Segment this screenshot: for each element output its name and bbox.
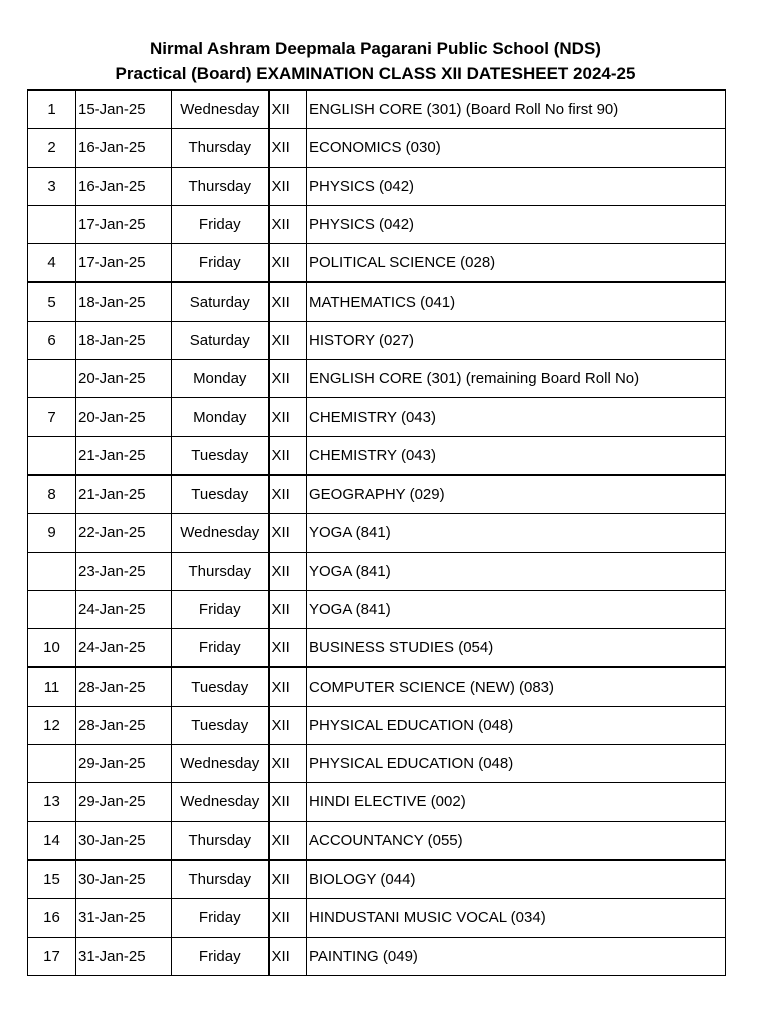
- table-row: [28, 783, 726, 821]
- class-cell: XII: [269, 821, 307, 860]
- class-cell: XII: [269, 514, 307, 552]
- table-row: [28, 514, 726, 552]
- subject-cell: BIOLOGY (044): [307, 860, 726, 899]
- serial-number-cell: 1: [28, 90, 76, 129]
- serial-number-cell: 6: [28, 321, 76, 359]
- day-cell: Friday: [172, 937, 269, 975]
- document-header: [0, 36, 751, 86]
- subject-cell: HINDI ELECTIVE (002): [307, 783, 726, 821]
- date-cell: 15-Jan-25: [76, 90, 172, 129]
- subject-cell: GEOGRAPHY (029): [307, 475, 726, 514]
- serial-number-cell: 13: [28, 783, 76, 821]
- class-cell: XII: [269, 398, 307, 436]
- subject-cell: BUSINESS STUDIES (054): [307, 629, 726, 668]
- subject-cell: ECONOMICS (030): [307, 129, 726, 167]
- date-cell: 22-Jan-25: [76, 514, 172, 552]
- day-cell: Wednesday: [172, 783, 269, 821]
- day-cell: Friday: [172, 629, 269, 668]
- day-cell: Tuesday: [172, 667, 269, 706]
- table-row: [28, 899, 726, 937]
- day-cell: Monday: [172, 360, 269, 398]
- class-cell: XII: [269, 129, 307, 167]
- class-cell: XII: [269, 167, 307, 205]
- subject-cell: CHEMISTRY (043): [307, 436, 726, 475]
- class-cell: XII: [269, 783, 307, 821]
- table-row: [28, 937, 726, 975]
- subject-cell: HINDUSTANI MUSIC VOCAL (034): [307, 899, 726, 937]
- subject-cell: YOGA (841): [307, 552, 726, 590]
- class-cell: XII: [269, 899, 307, 937]
- class-cell: XII: [269, 860, 307, 899]
- date-cell: 24-Jan-25: [76, 590, 172, 628]
- datesheet-table: [27, 89, 726, 976]
- date-cell: 28-Jan-25: [76, 667, 172, 706]
- serial-number-cell: [28, 360, 76, 398]
- serial-number-cell: 10: [28, 629, 76, 668]
- serial-number-cell: 16: [28, 899, 76, 937]
- date-cell: 16-Jan-25: [76, 129, 172, 167]
- subject-cell: CHEMISTRY (043): [307, 398, 726, 436]
- date-cell: 21-Jan-25: [76, 436, 172, 475]
- serial-number-cell: [28, 205, 76, 243]
- day-cell: Friday: [172, 244, 269, 283]
- serial-number-cell: 4: [28, 244, 76, 283]
- date-cell: 17-Jan-25: [76, 244, 172, 283]
- subject-cell: MATHEMATICS (041): [307, 282, 726, 321]
- date-cell: 21-Jan-25: [76, 475, 172, 514]
- class-cell: XII: [269, 937, 307, 975]
- date-cell: 18-Jan-25: [76, 321, 172, 359]
- day-cell: Friday: [172, 205, 269, 243]
- serial-number-cell: 14: [28, 821, 76, 860]
- date-cell: 24-Jan-25: [76, 629, 172, 668]
- table-row: [28, 590, 726, 628]
- day-cell: Saturday: [172, 282, 269, 321]
- table-row: [28, 360, 726, 398]
- table-row: [28, 398, 726, 436]
- date-cell: 18-Jan-25: [76, 282, 172, 321]
- day-cell: Wednesday: [172, 514, 269, 552]
- subject-cell: PHYSICS (042): [307, 205, 726, 243]
- date-cell: 29-Jan-25: [76, 745, 172, 783]
- serial-number-cell: 17: [28, 937, 76, 975]
- serial-number-cell: 8: [28, 475, 76, 514]
- subject-cell: PHYSICS (042): [307, 167, 726, 205]
- table-row: [28, 244, 726, 283]
- datesheet-title: Practical (Board) EXAMINATION CLASS XII DATESHEET 2024-25: [115, 64, 636, 83]
- date-cell: 31-Jan-25: [76, 937, 172, 975]
- class-cell: XII: [269, 552, 307, 590]
- table-row: [28, 629, 726, 668]
- table-row: [28, 436, 726, 475]
- table-row: [28, 90, 726, 129]
- serial-number-cell: 11: [28, 667, 76, 706]
- table-row: [28, 129, 726, 167]
- subject-cell: HISTORY (027): [307, 321, 726, 359]
- table-row: [28, 475, 726, 514]
- subject-cell: PHYSICAL EDUCATION (048): [307, 706, 726, 744]
- serial-number-cell: 3: [28, 167, 76, 205]
- school-name: Nirmal Ashram Deepmala Pagarani Public School (NDS): [150, 39, 601, 58]
- class-cell: XII: [269, 436, 307, 475]
- table-row: [28, 860, 726, 899]
- table-row: [28, 321, 726, 359]
- day-cell: Wednesday: [172, 745, 269, 783]
- day-cell: Thursday: [172, 552, 269, 590]
- table-row: [28, 706, 726, 744]
- table-row: [28, 282, 726, 321]
- date-cell: 16-Jan-25: [76, 167, 172, 205]
- day-cell: Thursday: [172, 129, 269, 167]
- day-cell: Tuesday: [172, 706, 269, 744]
- serial-number-cell: [28, 436, 76, 475]
- serial-number-cell: [28, 745, 76, 783]
- table-row: [28, 205, 726, 243]
- subject-cell: ENGLISH CORE (301) (remaining Board Roll No): [307, 360, 726, 398]
- serial-number-cell: [28, 590, 76, 628]
- class-cell: XII: [269, 706, 307, 744]
- subject-cell: POLITICAL SCIENCE (028): [307, 244, 726, 283]
- table-row: [28, 167, 726, 205]
- date-cell: 20-Jan-25: [76, 360, 172, 398]
- subject-cell: PHYSICAL EDUCATION (048): [307, 745, 726, 783]
- class-cell: XII: [269, 244, 307, 283]
- class-cell: XII: [269, 745, 307, 783]
- date-cell: 30-Jan-25: [76, 860, 172, 899]
- date-cell: 20-Jan-25: [76, 398, 172, 436]
- day-cell: Tuesday: [172, 436, 269, 475]
- class-cell: XII: [269, 360, 307, 398]
- serial-number-cell: 5: [28, 282, 76, 321]
- serial-number-cell: 15: [28, 860, 76, 899]
- day-cell: Saturday: [172, 321, 269, 359]
- table-row: [28, 552, 726, 590]
- subject-cell: COMPUTER SCIENCE (NEW) (083): [307, 667, 726, 706]
- class-cell: XII: [269, 590, 307, 628]
- table-row: [28, 667, 726, 706]
- date-cell: 28-Jan-25: [76, 706, 172, 744]
- day-cell: Thursday: [172, 860, 269, 899]
- date-cell: 31-Jan-25: [76, 899, 172, 937]
- table-row: [28, 821, 726, 860]
- class-cell: XII: [269, 475, 307, 514]
- serial-number-cell: [28, 552, 76, 590]
- day-cell: Monday: [172, 398, 269, 436]
- class-cell: XII: [269, 282, 307, 321]
- class-cell: XII: [269, 321, 307, 359]
- day-cell: Friday: [172, 899, 269, 937]
- subject-cell: YOGA (841): [307, 590, 726, 628]
- day-cell: Thursday: [172, 167, 269, 205]
- class-cell: XII: [269, 629, 307, 668]
- subject-cell: ENGLISH CORE (301) (Board Roll No first 90): [307, 90, 726, 129]
- serial-number-cell: 2: [28, 129, 76, 167]
- serial-number-cell: 12: [28, 706, 76, 744]
- day-cell: Friday: [172, 590, 269, 628]
- subject-cell: PAINTING (049): [307, 937, 726, 975]
- subject-cell: YOGA (841): [307, 514, 726, 552]
- table-row: [28, 745, 726, 783]
- class-cell: XII: [269, 667, 307, 706]
- serial-number-cell: 9: [28, 514, 76, 552]
- serial-number-cell: 7: [28, 398, 76, 436]
- datesheet-body: [28, 90, 726, 975]
- class-cell: XII: [269, 90, 307, 129]
- date-cell: 23-Jan-25: [76, 552, 172, 590]
- day-cell: Wednesday: [172, 90, 269, 129]
- subject-cell: ACCOUNTANCY (055): [307, 821, 726, 860]
- date-cell: 29-Jan-25: [76, 783, 172, 821]
- day-cell: Tuesday: [172, 475, 269, 514]
- date-cell: 30-Jan-25: [76, 821, 172, 860]
- class-cell: XII: [269, 205, 307, 243]
- day-cell: Thursday: [172, 821, 269, 860]
- date-cell: 17-Jan-25: [76, 205, 172, 243]
